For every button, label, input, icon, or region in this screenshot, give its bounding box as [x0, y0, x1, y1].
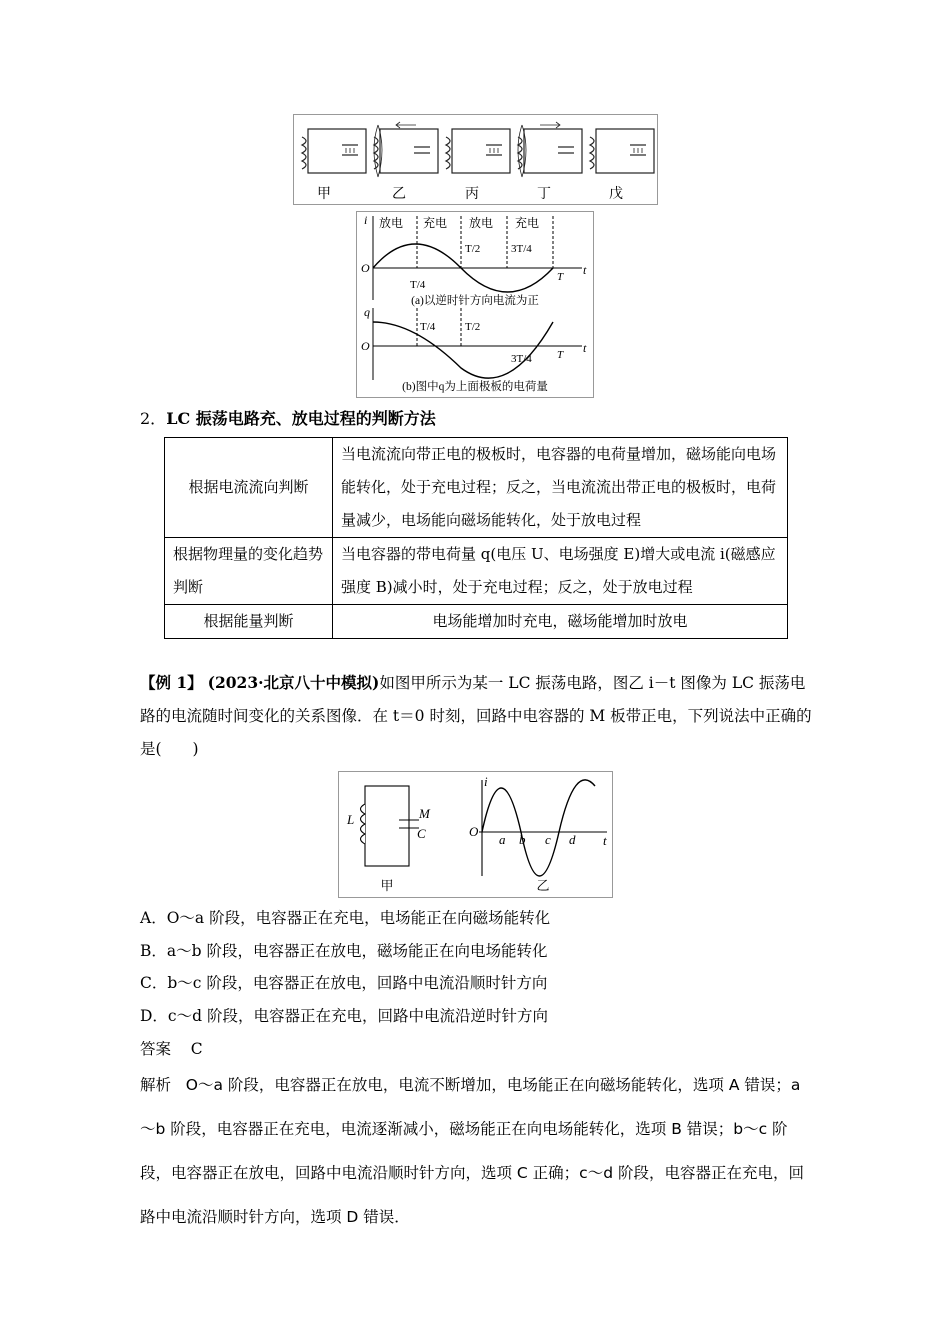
panel-label-wu: 戊	[609, 187, 623, 202]
table-method-cell: 根据电流流向判断	[165, 438, 333, 538]
plot-b-mark-three-quarter: 3T/4	[511, 353, 532, 365]
label-plate-m: M	[419, 806, 430, 821]
panel-label-ding: 丁	[537, 187, 551, 202]
lc-states-drawing	[294, 115, 657, 204]
point-b: b	[519, 832, 526, 847]
circuit-panel-4	[518, 122, 582, 177]
example-drawing	[339, 772, 612, 897]
option-c: C．b～c 阶段，电容器正在放电，回路中电流沿顺时针方向	[140, 974, 548, 992]
answer-label: 答案	[140, 1040, 172, 1058]
label-inductor: L	[347, 812, 355, 827]
label-current-axis: i	[484, 774, 488, 789]
figure-label-jia: 甲	[380, 878, 394, 893]
table-desc-cell: 电场能增加时充电，磁场能增加时放电	[333, 605, 788, 639]
table-desc-cell: 当电流流向带正电的极板时，电容器的电荷量增加，磁场能向电场能转化，处于充电过程；反之，当电流流出带正电的极板时，电荷量减少，电场能向磁场能转化，处于放电过程	[333, 438, 788, 538]
plot-a-t-label: t	[583, 263, 587, 277]
section-number: 2．	[140, 409, 167, 428]
table-row	[165, 605, 788, 639]
phase-charge-2: 充电	[515, 216, 540, 230]
plot-b-origin: O	[361, 339, 370, 353]
plot-a-origin: O	[361, 261, 370, 275]
option-a: A．O～a 阶段，电容器正在充电，电场能正在向磁场能转化	[140, 909, 551, 927]
point-c: c	[545, 832, 551, 847]
point-a: a	[499, 832, 506, 847]
inductor-coil	[361, 804, 366, 844]
lc-circuit-loop	[365, 786, 409, 866]
plot-b-y-label: q	[364, 305, 370, 319]
table-method-cell: 根据能量判断	[165, 605, 333, 639]
section-heading	[140, 406, 436, 429]
explanation	[140, 1063, 812, 1239]
section-title: LC 振荡电路充、放电过程的判断方法	[166, 409, 436, 428]
charge-curve	[373, 322, 553, 378]
point-d: d	[569, 832, 576, 847]
answer-line	[140, 1037, 203, 1059]
example-figure	[338, 771, 613, 898]
example-text: 如图甲所示为某一 LC 振荡电路，图乙 i－t 图像为 LC 振荡电路的电流随时间变化的关系图像．在 t＝0 时刻，回路中电容器的 M 板带正电，下列说法中正确的是( )	[140, 674, 812, 758]
explanation-text: O～a 阶段，电容器正在放电，电流不断增加，电场能正在向磁场能转化，选项 A 错误；a～b 阶段，电容器正在充电，电流逐渐减小，磁场能正在向电场能转化，选项 B 错误；b～c 阶段，电容器正在放电，回路中电流沿顺时针方向，选项 C 正确；c～d 阶段，电容器正在充电，回路中电流沿顺时针方向，选项 D 错误．	[140, 1076, 804, 1226]
plot-a-mark-half: T/2	[465, 243, 481, 255]
phase-discharge-1: 放电	[379, 216, 404, 230]
table-row	[165, 438, 788, 538]
example-tag: 【例 1】	[140, 673, 203, 692]
table-desc-cell: 当电容器的带电荷量 q(电压 U、电场强度 E)增大或电流 i(磁感应强度 B)减小时，处于充电过程；反之，处于放电过程	[333, 538, 788, 605]
table-method-cell: 根据物理量的变化趋势判断	[165, 538, 333, 605]
plot-a-y-label: i	[364, 213, 368, 227]
answer-value: C	[190, 1040, 203, 1058]
phase-charge-1: 充电	[423, 216, 448, 230]
plot-a-caption: (a)以逆时针方向电流为正	[411, 295, 539, 307]
example-stem	[140, 666, 812, 766]
label-origin: O	[469, 824, 479, 839]
label-time-axis: t	[603, 833, 607, 848]
example-current-curve	[482, 780, 595, 876]
lc-states-figure	[293, 114, 658, 205]
plot-a-mark-quarter: T/4	[410, 279, 426, 291]
label-capacitor: C	[417, 826, 426, 841]
figure-label-yi: 乙	[536, 878, 550, 893]
table-row	[165, 538, 788, 605]
oscillation-plots-drawing	[357, 212, 593, 397]
panel-label-jia: 甲	[317, 187, 331, 202]
plot-b-mark-quarter: T/4	[420, 321, 436, 333]
plot-b-t-label: t	[583, 341, 587, 355]
circuit-panel-1	[302, 129, 366, 173]
circuit-panel-5	[590, 129, 654, 173]
plot-a-mark-three-quarter: 3T/4	[511, 243, 532, 255]
option-b: B．a～b 阶段，电容器正在放电，磁场能正在向电场能转化	[140, 942, 548, 960]
oscillation-plots-figure	[356, 211, 594, 398]
plot-b-mark-half: T/2	[465, 321, 481, 333]
plot-b-mark-period: T	[557, 349, 564, 361]
phase-discharge-2: 放电	[469, 216, 494, 230]
circuit-panel-3	[446, 129, 510, 173]
panel-label-yi: 乙	[392, 187, 406, 202]
panel-label-bing: 丙	[465, 187, 479, 202]
judgment-table	[164, 437, 788, 639]
plot-b-caption: (b)图中q为上面极板的电荷量	[402, 381, 548, 393]
explanation-label: 解析	[140, 1076, 172, 1094]
option-d: D．c～d 阶段，电容器正在充电，回路中电流沿逆时针方向	[140, 1007, 548, 1025]
circuit-panel-2	[374, 122, 438, 177]
plot-a-mark-period: T	[557, 271, 564, 283]
example-source: (2023·北京八十中模拟)	[207, 673, 380, 692]
